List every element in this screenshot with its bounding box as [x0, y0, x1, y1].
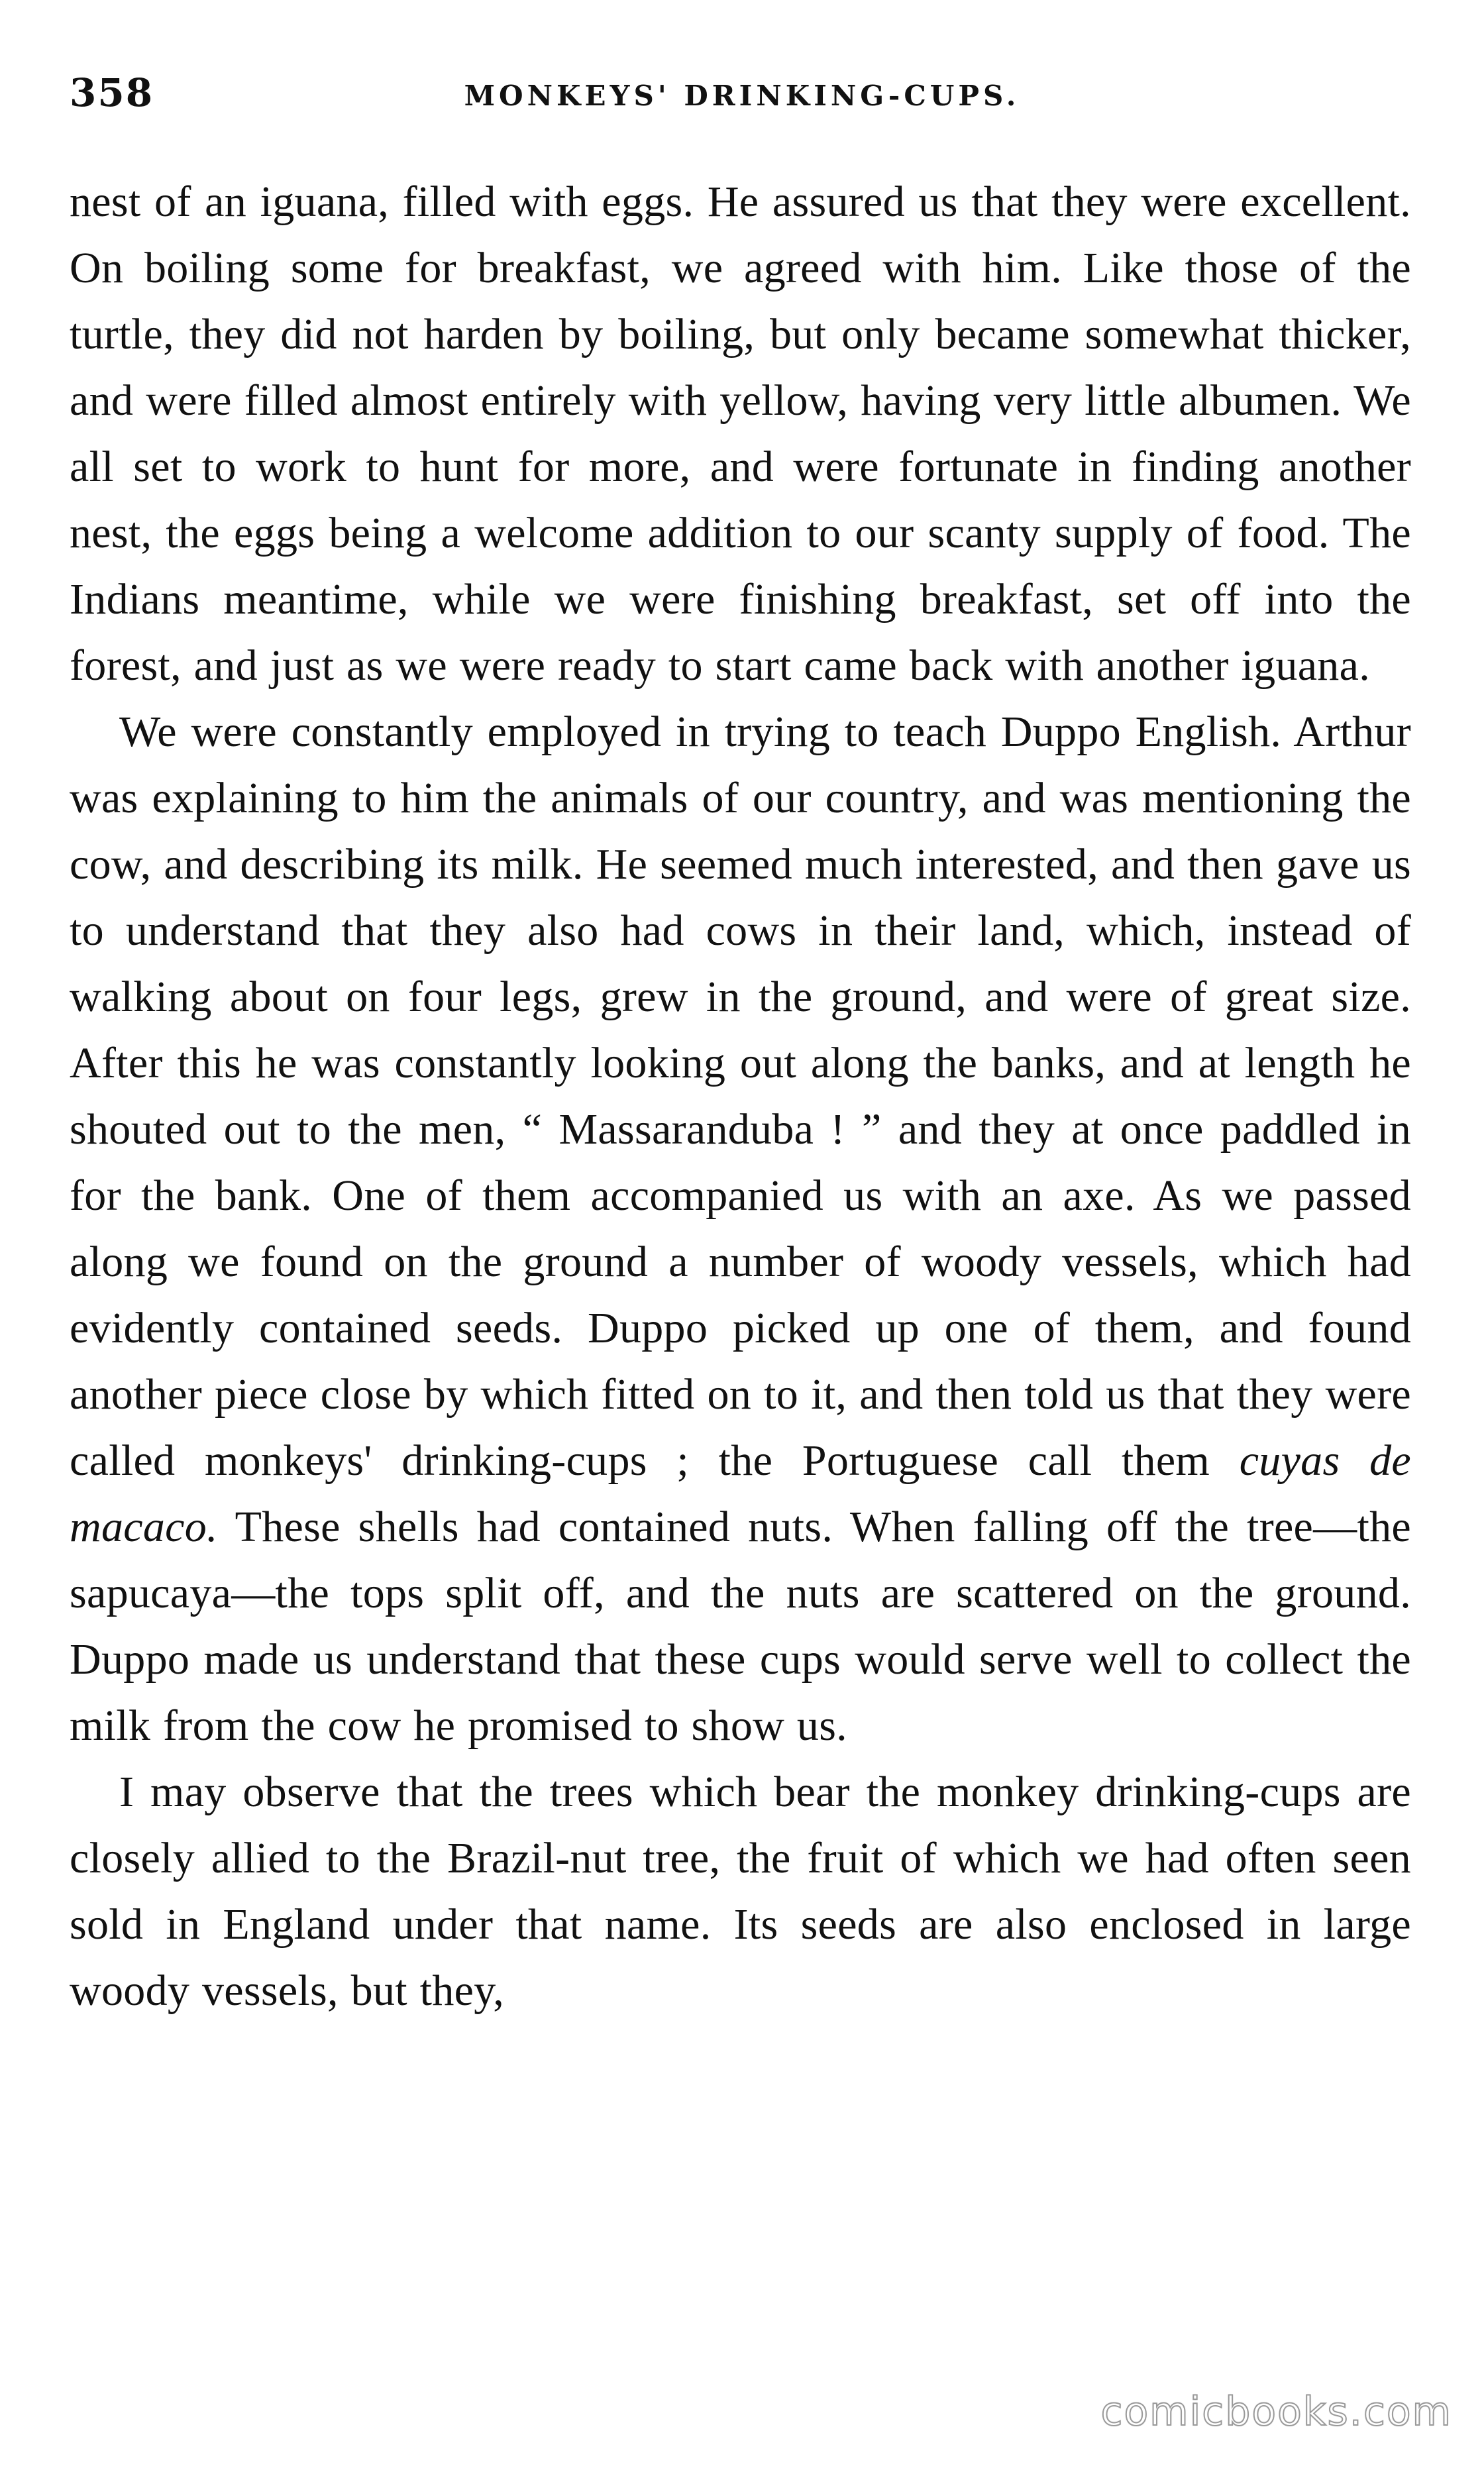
paragraph-1-text: nest of an iguana, filled with eggs. He assured us that they were excellent. On boiling some for breakfast, we agreed with him. Like those of the turtle, they did not harden by boiling, but only became somewhat thicker, and were filled almost entirely with yellow, having very little albumen. We all set to work to hunt for more, and were fortunate in finding another nest, the eggs being a welcome addition to our scanty supply of food. The Indians meantime, while we were finishing breakfast, set off into the forest, and just as we were ready to start came back with another iguana.: [70, 178, 1411, 690]
watermark: comicbooks.com: [1100, 2389, 1452, 2435]
paragraph-1: [70, 169, 1411, 699]
paragraph-2: [70, 699, 1411, 1759]
running-title: MONKEYS' DRINKING-CUPS.: [464, 80, 1020, 112]
running-head: [70, 66, 1414, 126]
paragraph-3-text: I may observe that the trees which bear the monkey drinking-cups are closely allied to the Brazil-nut tree, the fruit of which we had often seen sold in England under that name. Its seeds are also enclosed in large woody vessels, but they,: [70, 1768, 1411, 2015]
paragraph-2-text-b: These shells had contained nuts. When falling off the tree—the sapucaya—the tops split off, and the nuts are scattered on the ground. Duppo made us understand that these cups would serve well to collect the milk from the cow he promised to show us.: [70, 1503, 1411, 1750]
paragraph-2-text-a: We were constantly employed in trying to teach Duppo English. Arthur was explaining to him the animals of our country, and was mentioning the cow, and describing its milk. He seemed much interested, and then gave us to understand that they also had cows in their land, which, instead of walking about on four legs, grew in the ground, and were of great size. After this he was constantly looking out along the banks, and at length he shouted out to the men, “ Massaranduba ! ” and they at once paddled in for the bank. One of them accompanied us with an axe. As we passed along we found on the ground a number of woody vessels, which had evidently contained seeds. Duppo picked up one of them, and found another piece close by which fitted on to it, and then told us that they were called monkeys' drinking-cups ; the Portuguese call them: [70, 708, 1411, 1485]
body-text: [70, 169, 1411, 2024]
page-number: 358: [70, 70, 154, 115]
paragraph-3: [70, 1759, 1411, 2024]
paragraph-2-italic-phrase: cuyas de macaco.: [70, 1436, 1411, 1551]
